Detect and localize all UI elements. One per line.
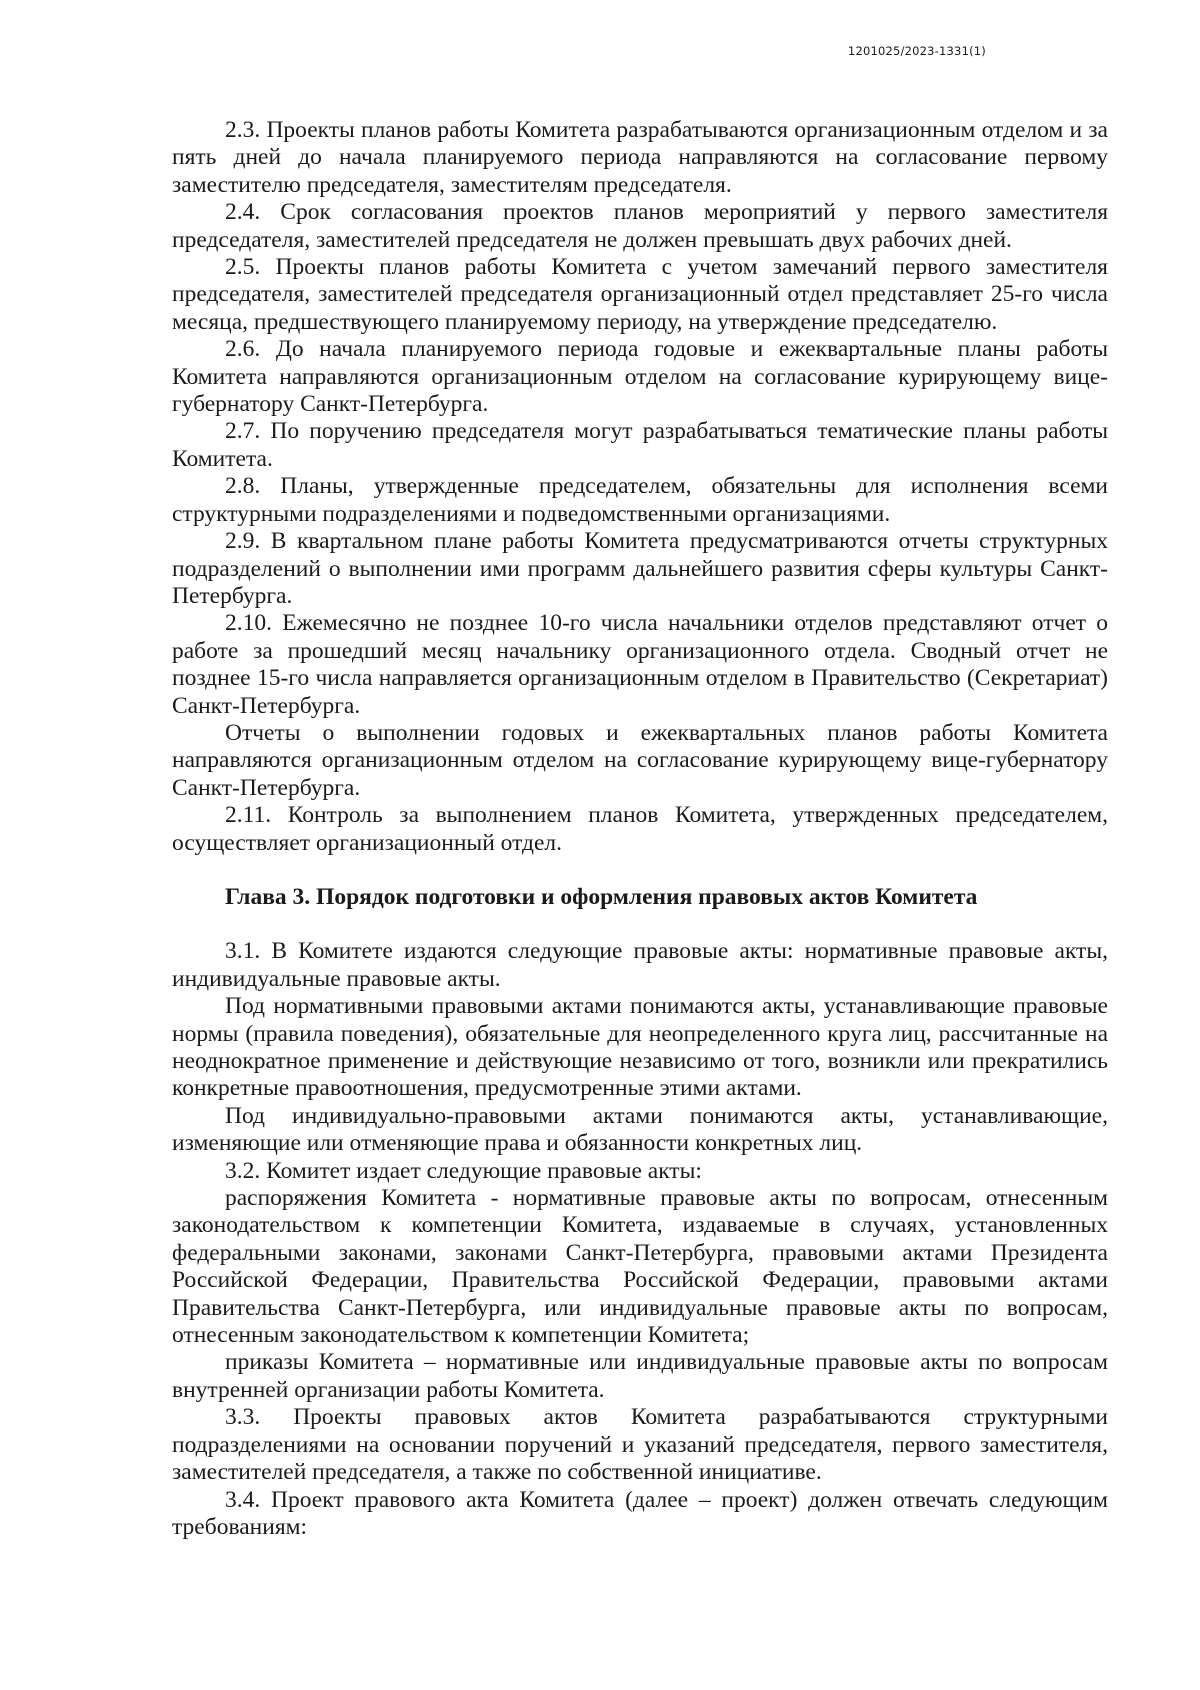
paragraph-3-1: 3.1. В Комитете издаются следующие правовые акты: нормативные правовые акты, индивидуальные правовые акты.	[172, 938, 1108, 992]
paragraph-2-3: 2.3. Проекты планов работы Комитета разрабатываются организационным отделом и за пять дней до начала планируемого периода направляются на согласование первому заместителю председателя, заместителям председателя.	[172, 117, 1108, 198]
paragraph-2-8: 2.8. Планы, утвержденные председателем, обязательны для исполнения всеми структурными подразделениями и подведомственными организациями.	[172, 473, 1108, 527]
chapter-3-heading: Глава 3. Порядок подготовки и оформления правовых актов Комитета	[225, 883, 978, 910]
paragraph-orders-definition: распоряжения Комитета - нормативные правовые акты по вопросам, отнесенным законодательством к компетенции Комитета, издаваемые в случаях, установленных федеральными законами, законами Санкт-Петербурга, правовыми актами Президента Российской Федерации, Правительства Российской Федерации, правовыми актами Правительства Санкт-Петербурга, или индивидуальные правовые акты по вопросам, отнесенным законодательством к компетенции Комитета;	[172, 1185, 1108, 1349]
paragraph-normative-acts-definition: Под нормативными правовыми актами понимаются акты, устанавливающие правовые нормы (правила поведения), обязательные для неопределенного круга лиц, рассчитанные на неоднократное применение и действующие независимо от того, возникли или прекратились конкретные правоотношения, предусмотренные этими актами.	[172, 993, 1108, 1102]
document-body	[172, 117, 1108, 1541]
paragraph-individual-acts-definition: Под индивидуально-правовыми актами понимаются акты, устанавливающие, изменяющие или отменяющие права и обязанности конкретных лиц.	[172, 1102, 1108, 1157]
paragraph-decrees-definition: приказы Комитета – нормативные или индивидуальные правовые акты по вопросам внутренней организации работы Комитета.	[172, 1349, 1108, 1403]
paragraph-2-4: 2.4. Срок согласования проектов планов мероприятий у первого заместителя председателя, заместителей председателя не должен превышать двух рабочих дней.	[172, 199, 1108, 253]
paragraph-2-11: 2.11. Контроль за выполнением планов Комитета, утвержденных председателем, осуществляет организационный отдел.	[172, 802, 1108, 856]
paragraph-2-10-reports: Отчеты о выполнении годовых и ежеквартальных планов работы Комитета направляются организационным отделом на согласование курирующему вице-губернатору Санкт-Петербурга.	[172, 719, 1108, 801]
paragraph-2-9: 2.9. В квартальном плане работы Комитета предусматриваются отчеты структурных подразделений о выполнении ими программ дальнейшего развития сферы культуры Санкт-Петербурга.	[172, 528, 1108, 609]
paragraph-2-10: 2.10. Ежемесячно не позднее 10-го числа начальники отделов представляют отчет о работе за прошедший месяц начальнику организационного отдела. Сводный отчет не позднее 15-го числа направляется организационным отделом в Правительство (Секретариат) Санкт-Петербурга.	[172, 610, 1108, 719]
paragraph-2-5: 2.5. Проекты планов работы Комитета с учетом замечаний первого заместителя председателя, заместителей председателя организационный отдел представляет 25-го числа месяца, предшествующего планируемому периоду, на утверждение председателю.	[172, 254, 1108, 335]
paragraph-3-2: 3.2. Комитет издает следующие правовые акты:	[225, 1157, 702, 1184]
document-registration-number: 1201025/2023-1331(1)	[847, 44, 986, 58]
paragraph-3-3: 3.3. Проекты правовых актов Комитета разрабатываются структурными подразделениями на основании поручений и указаний председателя, первого заместителя, заместителей председателя, а также по собственной инициативе.	[172, 1404, 1108, 1486]
paragraph-2-7: 2.7. По поручению председателя могут разрабатываться тематические планы работы Комитета.	[172, 418, 1108, 472]
paragraph-3-4: 3.4. Проект правового акта Комитета (далее – проект) должен отвечать следующим требованиям:	[172, 1486, 1108, 1540]
paragraph-2-6: 2.6. До начала планируемого периода годовые и ежеквартальные планы работы Комитета направляются организационным отделом на согласование курирующему вице-губернатору Санкт-Петербурга.	[172, 336, 1108, 418]
